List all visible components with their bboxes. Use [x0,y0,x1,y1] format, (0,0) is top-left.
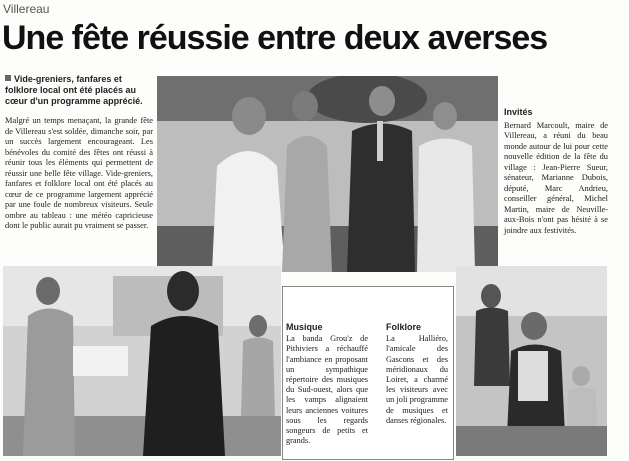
folklore-title: Folklore [386,322,422,332]
musique-title: Musique [286,322,323,332]
folklore-text: La Halliéro, l'amicale des Gascons et des méridionaux du Loiret, a charmé les visiteurs avec un joli programme de musiques et danses régionales. [386,334,448,425]
photo-banda [3,266,281,456]
photo-folklore [456,266,607,456]
article-kicker: Villereau [3,2,50,16]
invites-text: Bernard Marcoult, maire de Villereau, a réuni du beau monde autour de lui pour cette nouvelle édition de la fête du village : Jean-Pierre Sueur, sénateur, Marianne Dubois, député, Marc Andrieu, conseiller général, Michel Martin, maire de Neuville-aux-Bois n'ont pas hésité à se joindre aux festivités. [504,120,608,235]
lead-text: Vide-greniers, fanfares et folklore local ont été placés au cœur d'un programme apprécié. [5,74,143,106]
sidebar-folklore [386,322,448,426]
invites-title: Invités [504,107,533,117]
square-bullet-icon [5,75,11,81]
musique-text: La banda Grou'z de Pithiviers a réchauffé l'ambiance en proposant un sympathique répertoire des musiques du Sud-ouest, alors que les vamps alignaient leurs anciennes voitures sous les regards songeurs de petits et grands. [286,334,368,446]
article-lead [5,74,153,107]
article-headline: Une fête réussie entre deux averses [2,19,548,57]
photo-officials [157,76,498,272]
sidebar-musique [286,322,368,446]
sidebar-invites [504,107,608,236]
article-body: Malgré un temps menaçant, la grande fête de Villereau s'est soldée, dimanche soir, par un succès largement encourageant. Les bénévoles du comité des fêtes ont réussi à réunir tous les éléments qui permettent de réussir une belle fête village. Vide-greniers, fanfares et folklore local ont été placés au cœur de ce programme largement apprécié par une foule de nombreux visiteurs. Seule ombre au tableau : une météo capricieuse dont le public aurait pu vraiment se passer. [5,116,153,230]
